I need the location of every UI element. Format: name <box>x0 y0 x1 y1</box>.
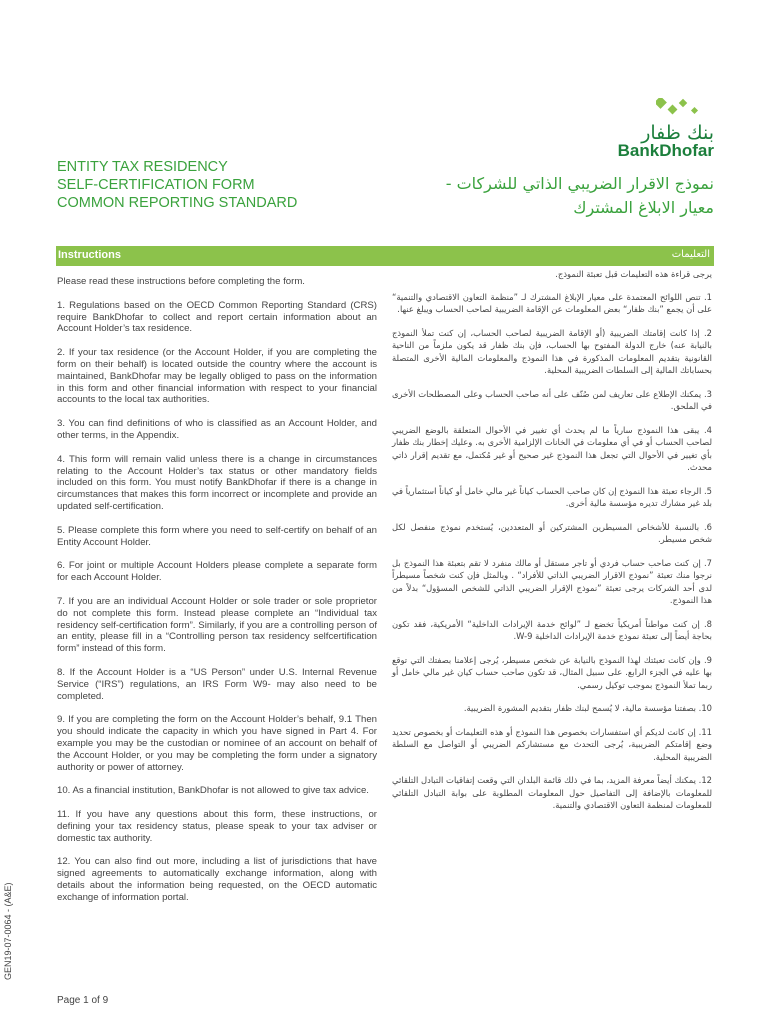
instruction-item: 2. If your tax residence (or the Account Holder, if you are completing the form on their behalf) is located outside the country where the account is maintained, BankDhofar may be legally obliged to pass on the information in this form and other financial information with respect to your financial accounts to the local tax authorities. <box>57 347 377 406</box>
logo-arabic-text: بنك ظفار <box>641 122 714 144</box>
instruction-item: 1. تنص اللوائح المعتمدة على معيار الإبلاغ المشترك لـ ”منظمة التعاون الاقتصادي والتنمية“ على أن يجمع ”بنك ظفار“ بعض المعلومات عن الإقامة الضريبية لصاحب الحساب ويبلغ عنها. <box>392 291 712 314</box>
instruction-item: 3. You can find definitions of who is classified as an Account Holder, and other terms, in the Appendix. <box>57 418 377 441</box>
instruction-item: 1. Regulations based on the OECD Common Reporting Standard (CRS) require BankDhofar to collect and report certain information about an Account Holder’s tax residence. <box>57 299 377 335</box>
document-code: GEN19-07-0064 - (A&E) <box>3 882 13 980</box>
instructions-arabic-column <box>392 268 712 812</box>
instruction-item: 10. بصفتنا مؤسسة مالية، لا يُسمح لبنك ظفار بتقديم المشورة الضريبية. <box>463 703 712 713</box>
instruction-item: 9. وإن كانت تعبئتك لهذا النموذج بالنيابة عن شخص مسيطر، يُرجى إعلامنا بصفتك التي توقع بها عليه في الجزء الرابع. على سبيل المثال، قد تكون صاحب حساب كيان غير مالي خامل أو ربما تملأ النموذج بموجب توكيل رسمي. <box>392 654 712 690</box>
page-number: Page 1 of 9 <box>57 995 109 1006</box>
instruction-item: 3. يمكنك الإطلاع على تعاريف لمن صُنّف على أنه صاحب الحساب وعلى المصطلحات الأخرى في الملحق. <box>392 388 712 411</box>
instruction-item: 7. If you are an individual Account Holder or sole trader or sole proprietor do not complete this form. Instead please complete an “Individual tax residency self-certification form”. Similarly, if you are a controlling person of an entity, please fill in a “Controlling person tax residency selfcertification form” instead of this form. <box>57 595 377 655</box>
instructions-english-column <box>57 276 377 904</box>
instruction-item: 9. If you are completing the form on the Account Holder’s behalf, 9.1 Then you should indicate the capacity in which you have signed in Part 4. For example you may be the custodian or nominee of an account on behalf of the Account Holder, or you may be completing the form under a signatory authority or power of attorney. <box>57 714 377 773</box>
bank-logo <box>594 98 714 161</box>
instruction-item: 2. إذا كانت إقامتك الضريبية (أو الإقامة الضريبية لصاحب الحساب، إن كنت تملأ النموذج بالنيابة عنه) خارج الدولة المفتوح بها الحساب، فإن بنك ظفار قد يكون ملزماً من الناحية القانونية بتقديم المعلومات المذكورة في هذا النموذج والمعلومات المالية الأخرى المتصلة بحساباتك المالية إلى السلطات الضريبية المحلية. <box>392 327 712 375</box>
instruction-item: 8. إن كنت مواطناً أمريكياً تخضع لـ ”لوائح خدمة الإيرادات الداخلية“ الأمريكية، فقد تكون بحاجة أيضاً إلى تعبئة نموذج خدمة الإيرادات الداخلية W-9. <box>392 618 712 641</box>
title-line: ENTITY TAX RESIDENCY <box>57 159 228 175</box>
instruction-item: 7. إن كنت صاحب حساب فردي أو تاجر مستقل أو مالك منفرد لا تقم بتعبئة هذا النموذج بل نرجوا منك تعبئة ”نموذج الاقرار الضريبي الذاتي للأفراد“ . وبالمثل فإن كنت شخصاً مسيطراً لدى أحد الشركات يرجى تعبئة ”نموذج الإقرار الضريبي الذاتي للشخص المسؤول“ بدلاً من هذا النموذج. <box>392 557 712 605</box>
instruction-item: 6. بالنسبة للأشخاص المسيطرين المشتركين أو المتعددين، يُستخدم نموذج منفصل لكل شخص مسيطر. <box>392 521 712 544</box>
instruction-item: 4. يبقى هذا النموذج سارياً ما لم يحدث أي تغيير في الأحوال المتعلقة بالوضع الضريبي لصاحب الحساب أو في أي معلومات في الخانات الإلزامية الأخرى به. وعليك إخطار بنك ظفار بأي تغيير في الأحوال التي تجعل هذا النموذج غير صحيح أو غير مُكتمل، مع تقديم إقرار ذاتي محدث. <box>392 424 712 472</box>
instruction-item: 11. إن كانت لديكم أي استفسارات بخصوص هذا النموذج أو هذه التعليمات أو بخصوص تحديد وضع إقامتكم الضريبية، يُرجى التحدث مع مستشاركم الضريبي أو التواصل مع السلطة الضريبية المحلية. <box>392 726 712 762</box>
instructions-intro: Please read these instructions before completing the form. <box>57 276 305 287</box>
instruction-item: 10. As a financial institution, BankDhofar is not allowed to give tax advice. <box>57 785 369 797</box>
instruction-item: 11. If you have any questions about this form, these instructions, or defining your tax residency status, please speak to your tax adviser or domestic tax authority. <box>57 809 377 844</box>
logo-english-text: BankDhofar <box>617 141 714 160</box>
title-line: نموذج الاقرار الضريبي الذاتي للشركات - <box>445 174 714 193</box>
title-line: SELF-CERTIFICATION FORM <box>57 177 255 193</box>
form-title-arabic <box>354 172 714 220</box>
instructions-intro: يرجى قراءة هذه التعليمات قبل تعبئة النموذج. <box>555 269 712 279</box>
logo-mark-icon <box>656 98 714 124</box>
form-title-english <box>57 158 377 212</box>
instructions-section-bar <box>56 246 714 266</box>
section-heading-arabic: التعليمات <box>671 249 710 260</box>
instruction-item: 12. You can also find out more, including a list of jurisdictions that have signed agreements to automatically exchange information, along with details about the information being requested, on the OECD automatic exchange of information portal. <box>57 856 377 903</box>
instruction-item: 6. For joint or multiple Account Holders please complete a separate form for each Account Holder. <box>57 560 377 584</box>
instruction-item: 12. يمكنك أيضاً معرفة المزيد، بما في ذلك قائمة البلدان التي وقعت إتفاقيات التبادل التلقائي للمعلومات بالإضافة إلى التفاصيل حول المعلومات المطلوبة على بوابة التبادل التلقائي للمعلومات لمنظمة التعاون الاقتصادي والتنمية. <box>392 775 712 810</box>
instruction-item: 8. If the Account Holder is a “US Person” under U.S. Internal Revenue Service (“IRS”) regulations, an IRS Form W9- may also need to be completed. <box>57 666 377 702</box>
instruction-item: 4. This form will remain valid unless there is a change in circumstances relating to the Account Holder’s tax status or other mandatory fields included on this form. You must notify BankDhofar if there is a change in circumstances that makes this form incorrect or incomplete and provide an updated self-certification. <box>57 453 377 512</box>
title-line: معيار الابلاغ المشترك <box>573 198 714 217</box>
instruction-item: 5. الرجاء تعبئة هذا النموذج إن كان صاحب الحساب كياناً غير مالي خامل أو كياناً استثمارياً في بلد غير مشارك تديره مؤسسة مالية أخرى. <box>392 485 712 508</box>
instruction-item: 5. Please complete this form where you need to self-certify on behalf of an Entity Account Holder. <box>57 524 377 548</box>
title-line: COMMON REPORTING STANDARD <box>57 195 298 211</box>
section-heading-english: Instructions <box>58 249 121 261</box>
